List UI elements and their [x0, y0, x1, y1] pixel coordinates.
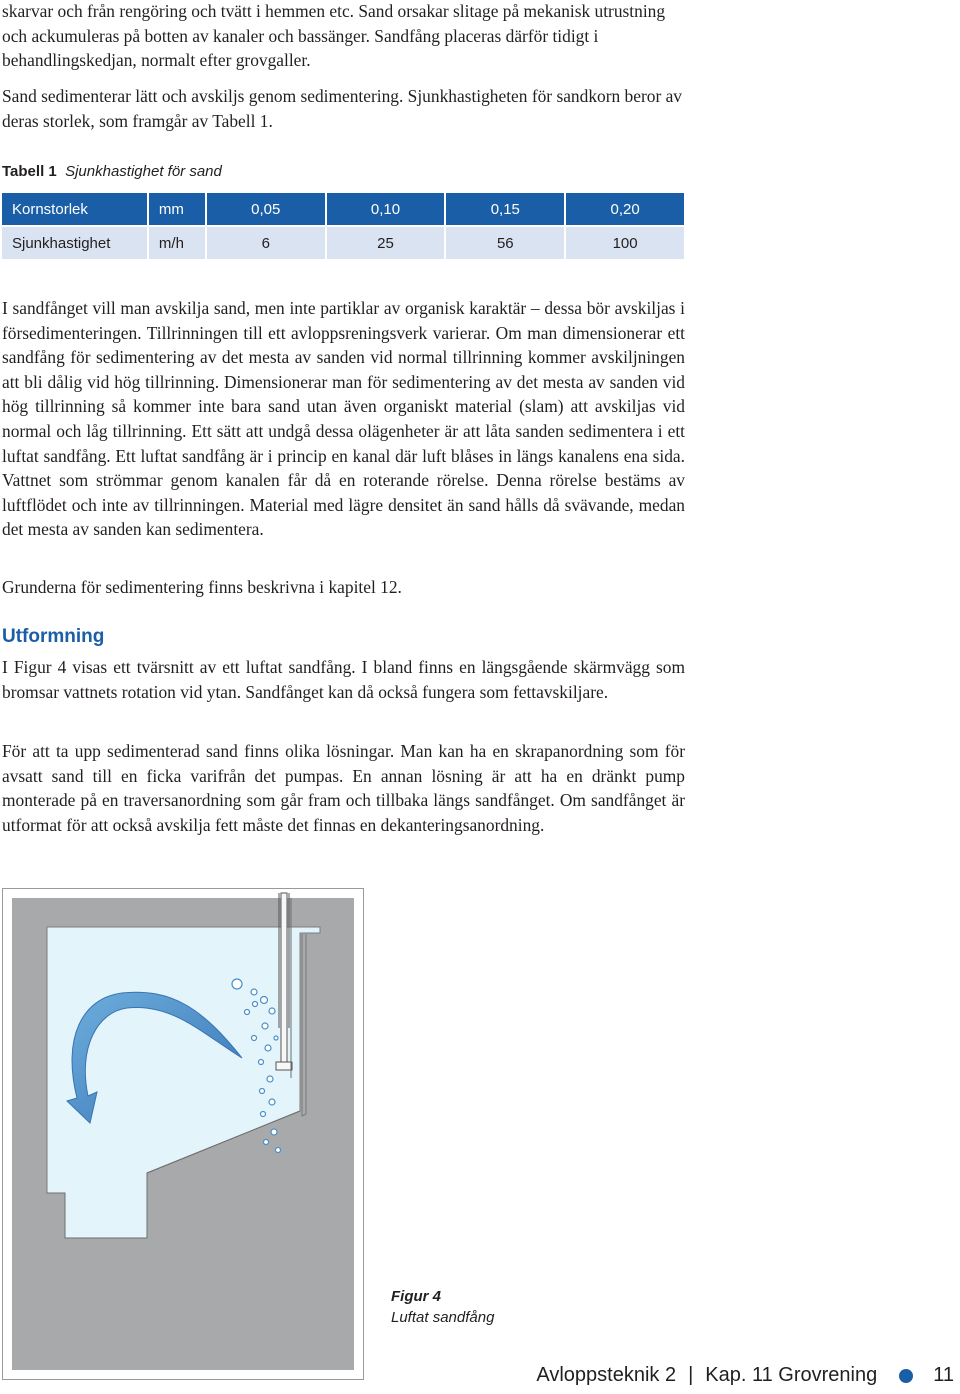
table-cell: 0,20 [565, 193, 685, 226]
table-caption-title: Sjunkhastighet för sand [65, 163, 222, 180]
air-bubble [264, 1140, 269, 1145]
tank-right-wall-edge [302, 934, 306, 1116]
air-diffuser [276, 1062, 292, 1070]
air-pipe [281, 893, 287, 1063]
air-bubble [251, 989, 257, 995]
air-bubble [253, 1002, 258, 1007]
air-bubble [260, 1089, 265, 1094]
air-bubble [232, 979, 242, 989]
air-bubble [252, 1036, 257, 1041]
footer-dot-icon [899, 1369, 913, 1383]
air-bubble [245, 1010, 250, 1015]
body-paragraph: Sand sedimenterar lätt och avskiljs genom sedimentering. Sjunkhastigheten för sandkorn beror av deras storlek, som framgår av Tabell 1. [2, 86, 683, 131]
table-cell: 6 [206, 226, 326, 260]
table-cell: Sjunkhastighet [2, 226, 148, 260]
body-paragraph: För att ta upp sedimenterad sand finns olika lösningar. Man kan ha en skrapanordning som för avsatt sand till en ficka varifrån det pumpas. En annan lösning är att ha en dränkt pump monterade på en traversanordning som går fram och tillbaka längs sandfånget. Om sandfånget är utformat för att också avskilja fett måste det finnas en dekanteringsanordning. [2, 741, 685, 835]
footer-separator: | [688, 1364, 694, 1386]
air-bubble [274, 1036, 278, 1040]
air-bubble [269, 1008, 275, 1014]
air-bubble [261, 1112, 266, 1117]
body-paragraph: skarvar och från rengöring och tvätt i hemmen etc. Sand orsakar slitage på mekanisk utrustning och ackumuleras på botten av kanaler och bassänger. Sandfång placeras därför tidigt i behandlingskedjan, normalt efter grovgaller. [2, 1, 666, 71]
table-cell: 0,15 [445, 193, 565, 226]
table-cell: 0,10 [326, 193, 446, 226]
footer-chapter: Kap. 11 Grovrening [705, 1364, 878, 1386]
page-footer [536, 1364, 954, 1387]
figure-title: Luftat sandfång [391, 1309, 495, 1326]
body-paragraph: I sandfånget vill man avskilja sand, men inte partiklar av organisk karaktär – dessa bör avskiljas i försedimenteringen. Tillrinningen till ett avloppsreningsverk varierar. Om man dimensionerar ett sandfång för sedimentering av det mesta av sanden vid normal tillrinning kommer avskiljningen att bli dålig vid hög tillrinning. Dimensionerar man för sedimentering av det mesta av sanden vid hög tillrinning så kommer inte bara sand utan även organiskt material (slam) att avskiljas vid normal och låg tillrinning. Ett sätt att undgå dessa olägenheter är att låta sanden sedimentera i ett luftat sandfång. Ett luftat sandfång är i princip en kanal där luft blåses in längs kanalens ena sida. Vattnet som strömmar genom kanalen får då en roterande rörelse. Denna rörelse bestäms av luftflödet och inte av tillrinningen. Material med lägre densitet än sand hålls då svävande, medan det mesta av sanden kan sedimentera. [2, 298, 685, 540]
air-bubble [269, 1099, 275, 1105]
air-bubble [267, 1076, 273, 1082]
cross-section-illustration [2, 888, 364, 1380]
table-caption [2, 162, 222, 182]
figure-label: Figur 4 [391, 1288, 442, 1305]
air-bubble [265, 1045, 271, 1051]
footer-book-title: Avloppsteknik 2 [536, 1364, 677, 1386]
figure-caption [391, 1286, 494, 1328]
body-paragraph: I Figur 4 visas ett tvärsnitt av ett luftat sandfång. I bland finns en längsgående skärmvägg som bromsar vattnets rotation vid ytan. Sandfånget kan då också fungera som fettavskiljare. [2, 657, 685, 702]
page-number: 11 [933, 1364, 954, 1386]
table-cell: 0,05 [206, 193, 326, 226]
table-cell: mm [148, 193, 206, 226]
table-cell: m/h [148, 226, 206, 260]
sinking-speed-table [2, 193, 686, 261]
table-cell: Kornstorlek [2, 193, 148, 226]
table-cell: 25 [326, 226, 446, 260]
aerated-grit-chamber-figure [2, 888, 364, 1380]
air-bubble [271, 1129, 277, 1135]
table-cell: 56 [445, 226, 565, 260]
body-paragraph: Grunderna för sedimentering finns beskrivna i kapitel 12. [2, 577, 402, 597]
section-heading: Utformning [2, 626, 105, 647]
table-caption-label: Tabell 1 [2, 163, 57, 180]
table-cell: 100 [565, 226, 685, 260]
air-bubble [261, 997, 268, 1004]
table-row [2, 226, 685, 260]
air-bubble [262, 1023, 268, 1029]
air-bubble [276, 1148, 281, 1153]
table-row [2, 193, 685, 226]
air-bubble [259, 1060, 264, 1065]
